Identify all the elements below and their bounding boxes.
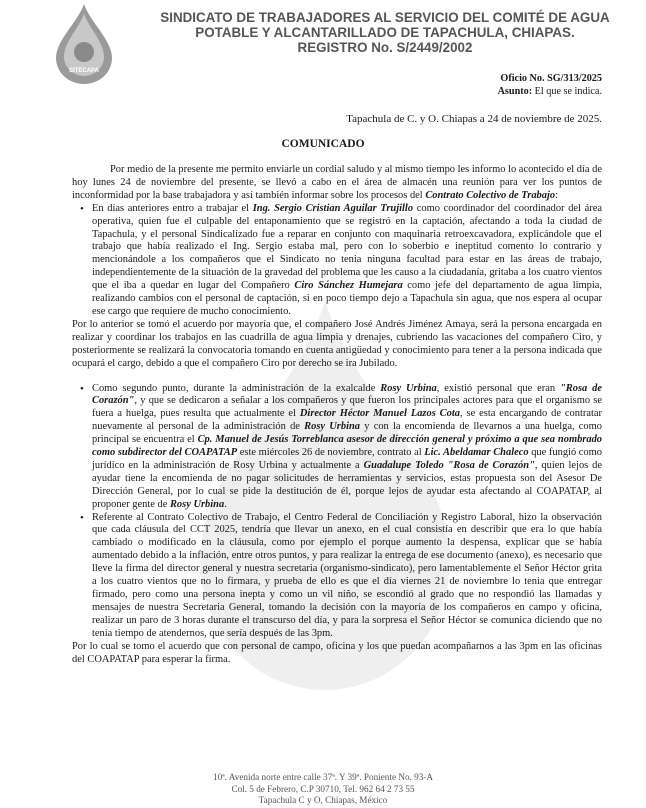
asunto-label: Asunto: bbox=[497, 85, 533, 97]
paragraph-2: Por lo anterior se tomó el acuerdo por mayoría que, el compañero José Andrés Jiménez Amaya, será la persona encargada en realizar y coordinar los trabajos en las cuadrilla de agua limpia y drenajes, cubriendo las vacaciones del compañero Ciro, y posteriormente se realizará la convocatoria tomando en cuenta antigüedad y conocimiento para tener a la persona indicada que ocupará el cargo, debido a que el compañero Ciro por derecho se ira Jubilado. bbox=[72, 318, 602, 369]
footer-address bbox=[0, 772, 646, 807]
footer-line-1: 10ª. Avenida norte entre calle 37ª. Y 39ª. Poniente No. 93-A bbox=[212, 772, 434, 782]
footer-line-3: Tapachula C y O, Chiapas, México bbox=[258, 795, 388, 805]
header-line-1: SINDICATO DE TRABAJADORES AL SERVICIO DEL COMITÉ DE AGUA bbox=[160, 10, 610, 25]
header-line-3: REGISTRO No. S/2449/2002 bbox=[297, 40, 473, 55]
letterhead bbox=[130, 10, 640, 55]
bullet-list-2 bbox=[72, 383, 602, 641]
bullet-item-2: • Como segundo punto, durante la administración de la exalcalde Rosy Urbina, existió personal que eran "Rosa de Corazón", y que se dedicaron a señalar a los compañeros y que fueron los principales actores para que el organismo se fuera a huelga, pues resulta que actualmente el Director Héctor Manuel Lazos Cota, se esta encargando de contratar nuevamente al personal de la administración de Rosy Urbina y con la encomienda de llevarnos a una huelga, como principal se encuentra el Cp. Manuel de Jesús Torreblanca asesor de dirección general y próximo a que sea nombrado como subdirector del COAPATAP este miércoles 26 de noviembre, contrato al Lic. Abeldamar Chaleco que fungió como jurídico en la administración de Rosy Urbina y actualmente a Guadalupe Toledo "Rosa de Corazón", quien lejos de ayudar tiene la encomienda de no pagar solicitudes de herramientas y servicios, estas propuesta son del Asesor De Dirección General, por lo cual se pide la destitución de él, porque lejos de ayudar esta afectando al COAPATAP, al proponer gente de Rosy Urbina. bbox=[92, 383, 602, 512]
bullet-item-1: • En días anteriores entro a trabajar el Ing. Sergio Cristian Aguilar Trujillo como coordinador del coordinador del área operativa, quien fue el culpable del entaponamiento que se registró en la captación, afectando a toda la ciudad de Tapachula, y el personal Sindicalizado fue a reparar en conjunto con maquinaria retroexcavadora, explicándole que el trabajo que había realizado el Ing. Sergio estaba mal, pero con lo soberbio e ineptitud comento lo contrario y mencionándole a los compañeros que el Sindicato no tenia ninguna facultad para estar en las áreas de trabajo, independientemente de la situación de la gravedad del problema que les causo a la ciudadanía, gritaba a los cuatro vientos que el iba a quedar en lugar del Compañero Ciro Sánchez Humejara como jefe del departamento de agua limpia, realizando cambios con el personal de captación, si en poco tiempo dejo a Tapachula sin agua, que nos espera al ocupar ese cargo que requiere de mucho conocimiento. bbox=[92, 203, 602, 319]
logo-text: SITECAPA bbox=[69, 68, 99, 74]
document-title: COMUNICADO bbox=[281, 138, 365, 150]
asunto-value: El que se indica. bbox=[534, 85, 602, 97]
oficio-number: Oficio No. SG/313/2025 bbox=[500, 73, 602, 84]
oficio-block bbox=[498, 73, 602, 98]
header-line-2: POTABLE Y ALCANTARILLADO DE TAPACHULA, CHIAPAS. bbox=[195, 25, 575, 40]
bullet-list-1 bbox=[72, 203, 602, 319]
paragraph-3: Por lo cual se tomo el acuerdo que con personal de campo, oficina y los que puedan acompañarnos a las 3pm en las oficinas del COAPATAP para esperar la firma. bbox=[72, 640, 602, 665]
document-body bbox=[72, 164, 602, 666]
bullet-item-3: • Referente al Contrato Colectivo de Trabajo, el Centro Federal de Conciliación y Registro Laboral, hizo la observación que cada cláusula del CCT 2025, tendría que llevar un anexo, en el cual consistía en describir que era lo que había cambiado o modificado en la cláusula, como por ejemplo el porque aumento la despensa, explicar que se había aumentado debido a la inflación, entre otros puntos, y para realizar la entrega de ese documento (anexo), es necesario que lleve la firma del director general y nuestra secretaria (organismo-sindicato), pero lamentablemente el Señor Héctor grita a los cuatro vientos que no lo firmara, y prueba de ello es que el día viernes 21 de noviembre lo tenia que entregar firmado, pero como una persona inepta y como un vil niño, se escondió al grado que no respondió las llamadas y mensajes de nuestra Secretaria General, tomando la decisión con la mayoría de los compañeros en campo y oficina, realizar un paro de 3 horas durante el transcurso del día, y para la sorpresa el Señor Héctor se comunica diciendo que no tenía tiempo de atendernos, que sería después de las 3pm. bbox=[92, 512, 602, 641]
intro-paragraph: Por medio de la presente me permito enviarle un cordial saludo y al mismo tiempo les informo lo acontecido el día de hoy lunes 24 de noviembre del presente, se llevó a cabo en el área de almacén una reunión para ver los puntos de inconformidad por la base trabajadora y así también informar sobre los procesos del Contrato Colectivo de Trabajo: bbox=[72, 164, 602, 201]
footer-line-2: Col. 5 de Febrero, C.P 30710, Tel. 962 64 2 73 55 bbox=[231, 783, 415, 794]
place-date: Tapachula de C. y O. Chiapas a 24 de noviembre de 2025. bbox=[346, 113, 602, 125]
union-logo-drop bbox=[48, 2, 120, 86]
